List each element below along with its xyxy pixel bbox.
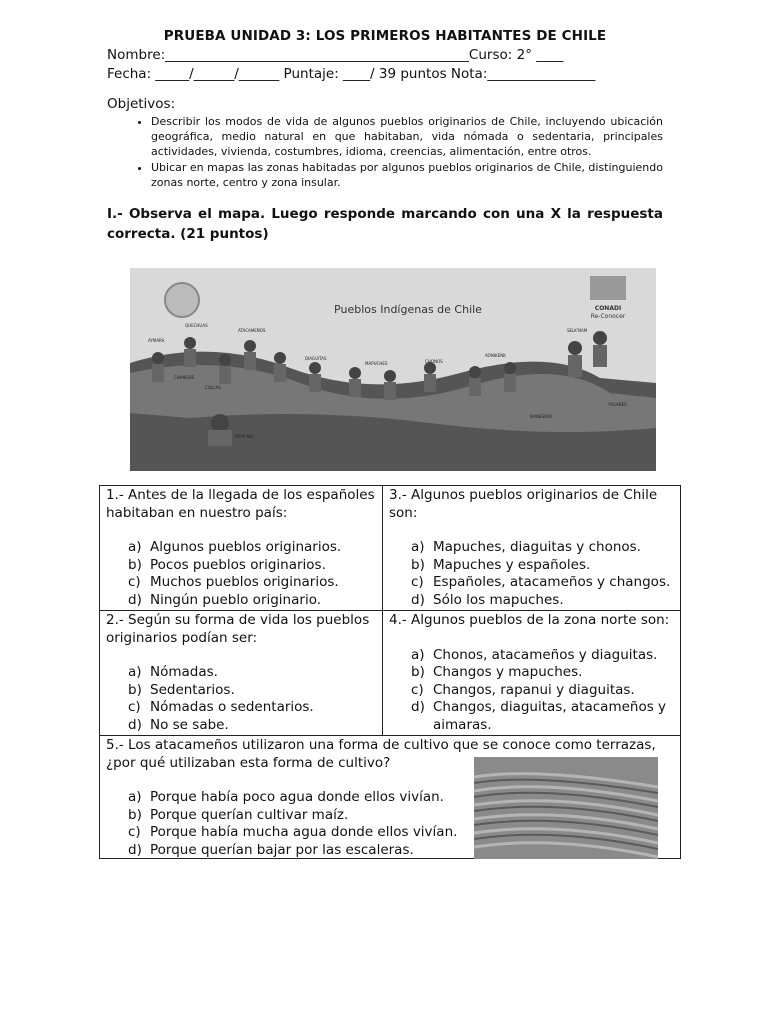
map-label: QUECHUAS: [185, 323, 208, 328]
map-label: KAWESKAR: [530, 414, 553, 419]
question-text: 4.- Algunos pueblos de la zona norte son:: [389, 612, 670, 628]
map-label: CHANGOS: [174, 375, 195, 380]
objectives-list: [107, 114, 663, 190]
answer-option[interactable]: d) Changos, diaguitas, atacameños y aimaras.: [411, 699, 667, 733]
objective-item: • Describir los modos de vida de algunos pueblos originarios de Chile, incluyendo ubicación geográfica, medio natural en que habitaban, vida nómada o sedentaria, principales actividades, vivienda, costumbres, idioma, creencias, alimentación, entre otros.: [151, 114, 663, 159]
question-2: [100, 611, 383, 736]
answer-option[interactable]: b) Pocos pueblos originarios.: [128, 556, 326, 573]
name-line: Nombre:_____________________________________________Curso: 2° ____: [107, 47, 564, 63]
answer-option[interactable]: a) Mapuches, diaguitas y chonos.: [411, 539, 641, 555]
question-4: [383, 611, 681, 736]
answer-option[interactable]: a) Porque había poco agua donde ellos vivían.: [128, 789, 444, 805]
map-label: ATACAMEÑOS: [238, 328, 266, 333]
question-text: 3.- Algunos pueblos originarios de Chile son:: [389, 487, 658, 521]
question-text: 2.- Según su forma de vida los pueblos originarios podían ser:: [106, 612, 370, 646]
map-label: AYMARA: [148, 338, 165, 343]
answer-option[interactable]: d) Ningún pueblo originario.: [128, 591, 322, 608]
sun-icon: [165, 283, 199, 317]
map-label: MAPUCHES: [365, 361, 388, 366]
questions-table: [99, 485, 681, 859]
answer-option[interactable]: a) Chonos, atacameños y diaguitas.: [411, 646, 658, 663]
objectives-heading: Objetivos:: [107, 96, 176, 112]
answer-option[interactable]: d) Sólo los mapuches.: [411, 591, 564, 608]
objective-item: • Ubicar en mapas las zonas habitadas por algunos pueblos originarios de Chile, distinguiendo zonas norte, centro y zona insular.: [151, 160, 663, 190]
map-label: AONIKENK: [485, 353, 506, 358]
question-text: 1.- Antes de la llegada de los españoles habitaban en nuestro país:: [106, 487, 375, 521]
conadi-logo-sub: Re-Conocer: [590, 313, 626, 320]
answer-option[interactable]: b) Sedentarios.: [128, 681, 235, 698]
question-1: [100, 486, 383, 611]
map-label: YAGANES: [608, 402, 627, 407]
map-label: COLLAS: [205, 385, 221, 390]
conadi-logo-text: CONADI: [594, 305, 622, 312]
answer-option[interactable]: b) Mapuches y españoles.: [411, 556, 591, 573]
map-title: Pueblos Indígenas de Chile: [334, 303, 482, 316]
date-line: Fecha: _____/______/______ Puntaje: ____/ 39 puntos Nota:________________: [107, 66, 596, 82]
answer-option[interactable]: b) Porque querían cultivar maíz.: [128, 806, 349, 823]
map-label: RAPA NUI: [235, 434, 254, 439]
terraces-photo: [474, 757, 658, 859]
answer-option[interactable]: d) No se sabe.: [128, 716, 229, 733]
worksheet-header: [107, 28, 663, 244]
answer-option[interactable]: c) Porque había mucha agua donde ellos vivían.: [128, 824, 458, 840]
indigenous-peoples-map: [130, 268, 656, 471]
answer-option[interactable]: a) Nómadas.: [128, 664, 218, 680]
question-3: [383, 486, 681, 611]
map-label: CHONOS: [425, 359, 443, 364]
section-instruction: I.- Observa el mapa. Luego responde marcando con una X la respuesta correcta. (21 puntos): [107, 206, 663, 242]
answer-option[interactable]: c) Muchos pueblos originarios.: [128, 574, 339, 590]
answer-option[interactable]: c) Changos, rapanui y diaguitas.: [411, 681, 635, 698]
question-text: 5.- Los atacameños utilizaron una forma de cultivo que se conoce como terrazas, ¿por qué utilizaban esta forma de cultivo?: [106, 737, 656, 771]
map-illustration: [130, 268, 656, 471]
answer-option[interactable]: d) Porque querían bajar por las escaleras.: [128, 841, 414, 858]
map-label: DIAGUITAS: [305, 356, 327, 361]
answer-option[interactable]: a) Algunos pueblos originarios.: [128, 539, 342, 555]
page-title: PRUEBA UNIDAD 3: LOS PRIMEROS HABITANTES DE CHILE: [163, 28, 607, 44]
answer-option[interactable]: b) Changos y mapuches.: [411, 664, 583, 680]
answer-option[interactable]: c) Españoles, atacameños y changos.: [411, 574, 671, 590]
question-5: [100, 736, 681, 859]
map-label: SELK'NAM: [567, 328, 588, 333]
answer-option[interactable]: c) Nómadas o sedentarios.: [128, 699, 314, 715]
